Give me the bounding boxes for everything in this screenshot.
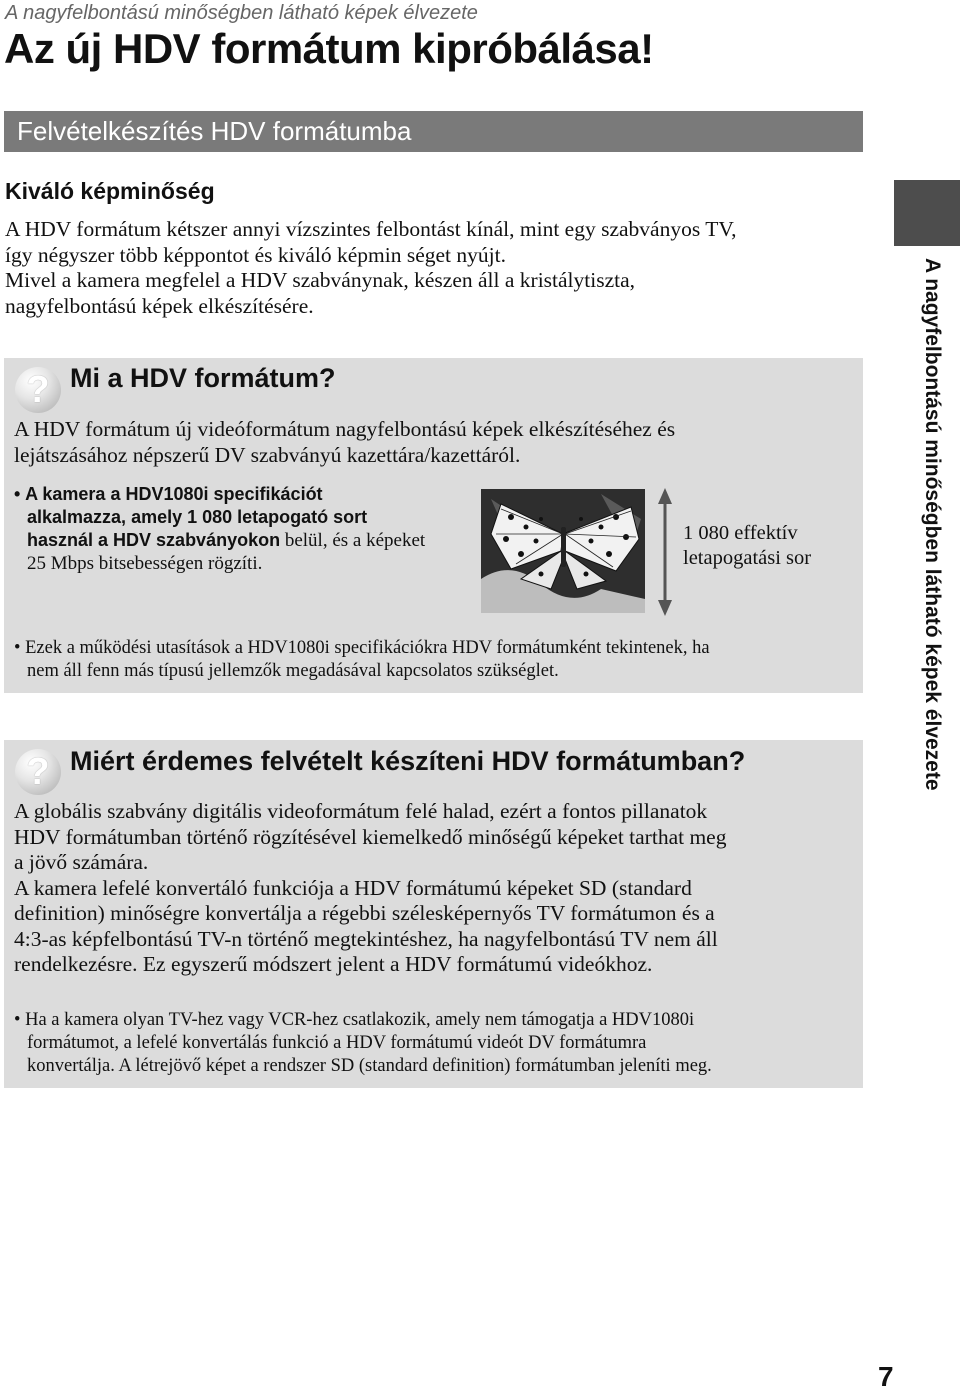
text-line: A HDV formátum kétszer annyi vízszintes felbontást kínál, mint egy szabványos TV, <box>5 217 737 241</box>
text-line: HDV formátumban történő rögzítésével kiemelkedő minőségű képeket tarthat meg <box>14 824 727 849</box>
text-line: formátumot, a lefelé konvertálás funkció a HDV formátumú videót DV formátumra <box>27 1033 647 1053</box>
question-icon: ? <box>15 749 61 795</box>
text-line: definition) minőségre konvertálja a régebbi szélesképernyős TV formátumon és a <box>14 901 715 925</box>
text-line: rendelkezésre. Ez egyszerű módszert jelent a HDV formátumú videókhoz. <box>14 952 653 976</box>
text-line: 4:3-as képfelbontású TV-n történő megtekintéshez, ha nagyfelbontású TV nem áll <box>14 926 718 951</box>
info-box-why-hdv <box>4 740 863 1088</box>
text-line: így négyszer több képpontot és kiváló képmin séget nyújt. <box>5 242 506 267</box>
text: belül, és a képeket <box>280 530 426 551</box>
info-box-what-is-hdv <box>4 358 863 693</box>
text-line: A kamera lefelé konvertáló funkciója a HDV formátumú képeket SD (standard <box>14 875 692 900</box>
text: 25 Mbps bitsebességen rögzíti. <box>27 553 263 574</box>
text-line: letapogatási sor <box>683 547 812 569</box>
text-line: konvertálja. A létrejövő képet a rendszer SD (standard definition) formátumban jeleníti meg. <box>27 1056 712 1076</box>
text-line: A HDV formátum új videóformátum nagyfelbontású képek elkészítéséhez és <box>14 417 676 441</box>
box-paragraph <box>14 417 854 468</box>
scan-lines-arrow <box>655 488 675 616</box>
bullet-mark: • <box>14 484 21 504</box>
page-title: Az új HDV formátum kipróbálása! <box>4 25 654 72</box>
question-icon: ? <box>15 367 61 413</box>
quality-heading: Kiváló képminőség <box>5 178 215 204</box>
butterfly-photo <box>481 489 645 613</box>
scan-lines-label <box>683 521 811 571</box>
text-line: nagyfelbontású képek elkészítésére. <box>5 293 314 318</box>
bullet-item <box>14 1009 859 1078</box>
box-title: Mi a HDV formátum? <box>70 363 336 393</box>
text-line: Ha a kamera olyan TV-hez vagy VCR-hez csatlakozik, amely nem támogatja a HDV1080i <box>25 1010 695 1030</box>
bullet-mark: • <box>14 1010 21 1030</box>
text-line: A globális szabvány digitális videoformátum felé halad, ezért a fontos pillanatok <box>14 799 708 823</box>
bold-text: A kamera a HDV1080i specifikációt <box>25 484 323 504</box>
text-line: Ezek a működési utasítások a HDV1080i specifikációkra HDV formátumként tekintenek, ha <box>25 638 710 658</box>
quality-paragraph <box>5 217 860 319</box>
page-number: 7 <box>878 1361 894 1392</box>
bullet-item <box>14 637 854 683</box>
text-line: 1 080 effektív <box>683 522 798 544</box>
bold-text: alkalmazza, amely 1 080 letapogató sort <box>27 507 368 527</box>
chapter-side-label: A nagyfelbontású minőségben látható képek élvezete <box>921 258 944 791</box>
text-line: lejátszásához népszerű DV szabványú kazettára/kazettáról. <box>14 442 521 467</box>
chapter-tab <box>894 180 960 246</box>
text-line: a jövő számára. <box>14 850 149 874</box>
bold-text: használ a HDV szabványokon <box>27 530 281 550</box>
section-bar: Felvételkészítés HDV formátumba <box>4 111 863 152</box>
running-header: A nagyfelbontású minőségben látható képek élvezete <box>5 2 478 24</box>
box-paragraph <box>14 799 859 978</box>
box-title: Miért érdemes felvételt készíteni HDV formátumban? <box>70 746 746 776</box>
text-line: nem áll fenn más típusú jellemzők megadásával kapcsolatos szükséglet. <box>27 661 559 681</box>
text-line: Mivel a kamera megfelel a HDV szabványnak, készen áll a kristálytiszta, <box>5 268 636 292</box>
butterfly-image <box>481 489 645 613</box>
bullet-mark: • <box>14 638 21 658</box>
bullet-item <box>14 483 484 575</box>
